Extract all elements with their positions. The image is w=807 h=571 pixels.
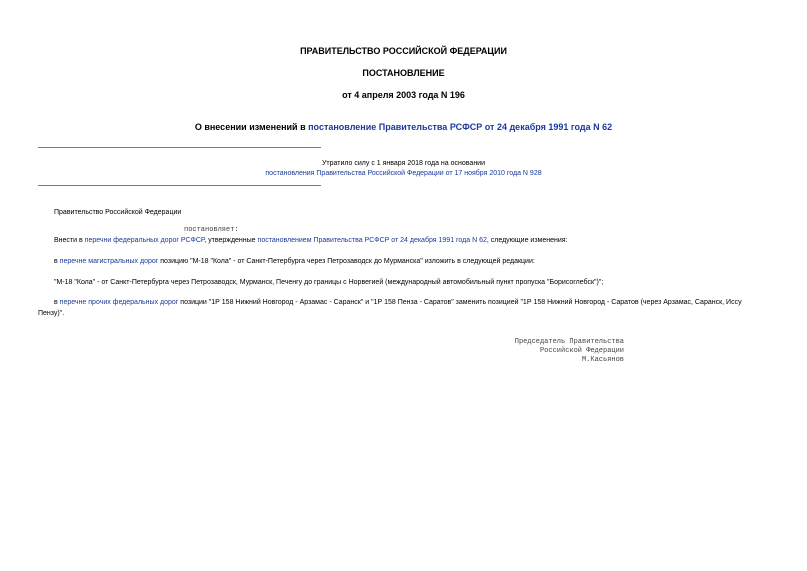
signature-block [515,338,624,365]
quote-paragraph: "М-18 "Кола" - от Санкт-Петербурга через Петрозаводск, Мурманск, Печенгу до границы с Норвегией (международный автомобильный пункт пропуска "Борисоглебск")"; [54,279,604,286]
federal-roads-lists-link[interactable]: перечни федеральных дорог РСФСР [84,237,205,244]
item-2-suffix: позицию "М-18 "Кола" - от Санкт-Петербурга через Петрозаводск до Мурманска" изложить в следующей редакции: [158,258,535,265]
decree-word: постановляет: [184,226,239,234]
signature-name: М.Касьянов [581,356,624,364]
item-1-paragraph [38,237,807,244]
bottom-divider [38,185,321,186]
item-1-prefix: Внести в [54,237,85,244]
status-note-line1: Утратило силу с 1 января 2018 года на основании [321,160,486,167]
signature-org: Российской Федерации [539,347,624,355]
item-1-suffix: , следующие изменения: [486,237,568,244]
item-2-paragraph [38,258,807,265]
title-decree-link[interactable]: постановление Правительства РСФСР от 24 декабря 1991 года N 62 [308,122,613,132]
signature-title: Председатель Правительства [514,338,624,346]
item-3-continuation: Пензу)". [38,310,65,317]
item-3-suffix: позиции "1Р 158 Нижний Новгород - Арзамас - Саранск" и "1Р 158 Пенза - Саратов" заменить позицией "1Р 158 Нижний Новгород - Саратов (через Арзамас, Саранск, Иссу [178,299,742,306]
government-heading: ПРАВИТЕЛЬСТВО РОССИЙСКОЙ ФЕДЕРАЦИИ [300,46,507,56]
main-roads-list-link[interactable]: перечне магистральных дорог [59,258,159,265]
item-3-prefix: в [54,299,60,306]
repeal-decree-link[interactable]: постановления Правительства Российской Федерации от 17 ноября 2010 года N 928 [265,170,542,177]
title-prefix: О внесении изменений в [194,122,309,132]
document-title [0,122,807,132]
top-divider [38,147,321,148]
other-roads-list-link[interactable]: перечне прочих федеральных дорог [59,299,179,306]
date-number-heading: от 4 апреля 2003 года N 196 [342,90,465,100]
item-2-prefix: в [54,258,60,265]
status-note-link-line [0,170,807,177]
intro-paragraph: Правительство Российской Федерации [54,209,182,216]
item-1-middle: , утвержденные [204,237,258,244]
rsfsr-decree-link[interactable]: постановлением Правительства РСФСР от 24 декабря 1991 года N 62 [257,237,487,244]
document-type-heading: ПОСТАНОВЛЕНИЕ [362,68,445,78]
item-3-paragraph [38,299,807,306]
